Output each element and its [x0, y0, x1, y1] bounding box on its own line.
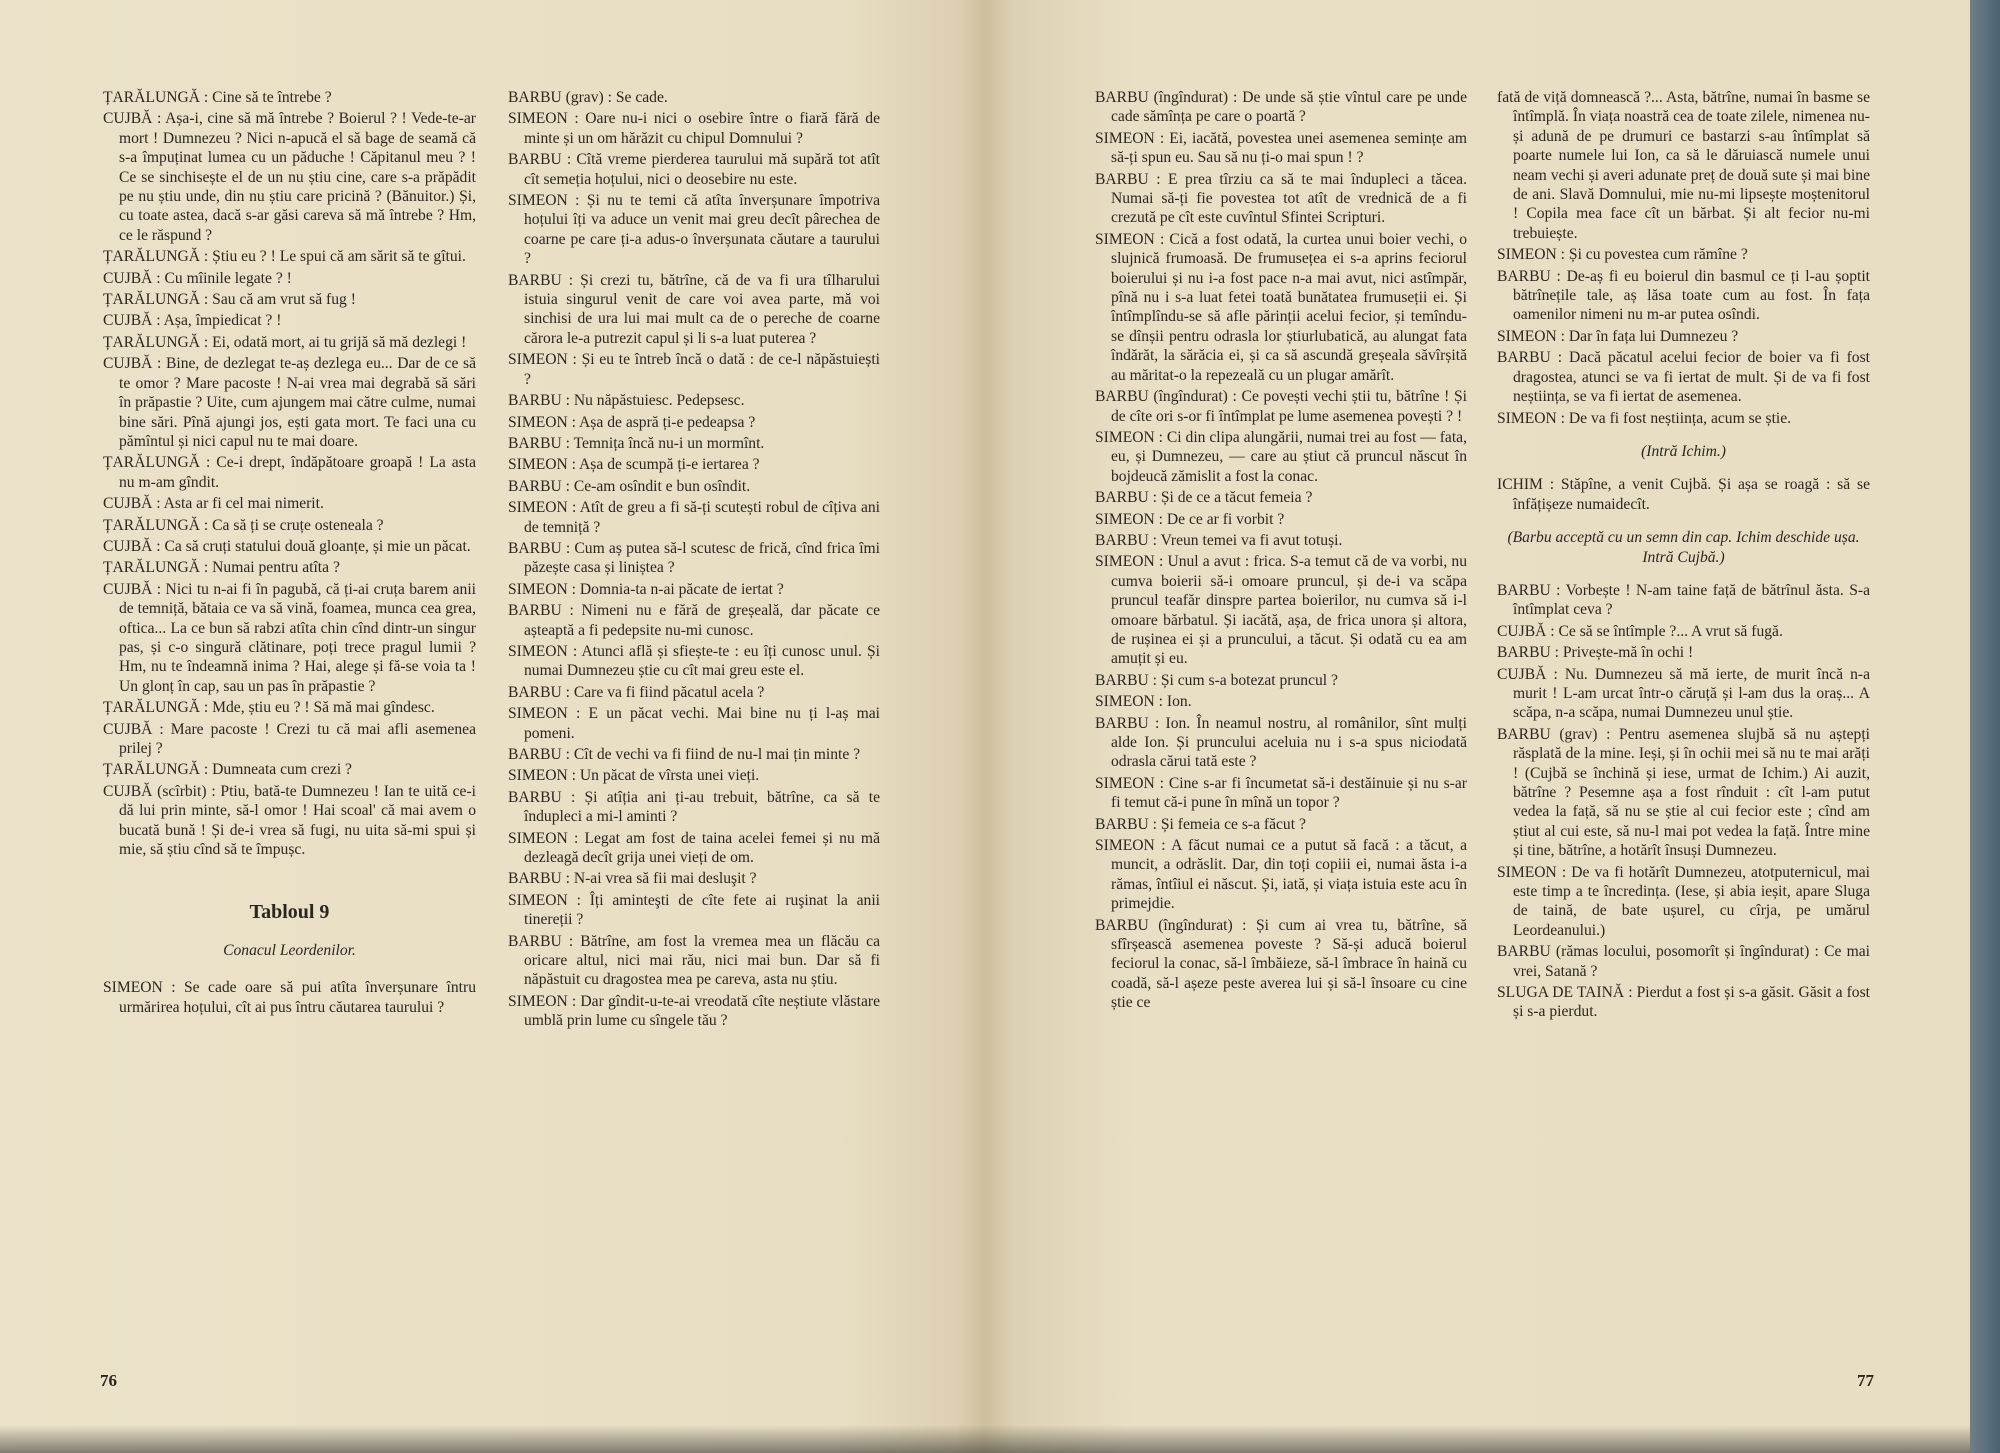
right-page: [985, 0, 1970, 1453]
dialogue-line: SIMEON : Un păcat de vîrsta unei vieți.: [508, 767, 760, 785]
dialogue-line: SIMEON : Atunci află și sfiește-te : eu îți cunosc unul. Și numai Dumnezeu știe cu cît mai greu este el.: [508, 642, 880, 680]
dialogue-line: BARBU : Și atîția ani ți-au trebuit, bătrîne, ca să te înduplecі a mi-l aminti ?: [508, 788, 880, 826]
dialogue-line: ȚARĂLUNGĂ : Sau că am vrut să fug !: [103, 291, 356, 309]
dialogue-line: SIMEON : De va fi fost neștiința, acum se știe.: [1497, 409, 1792, 427]
dialogue-line: BARBU (îngîndurat) : Și cum ai vrea tu, bătrîne, să sfîrșească asemenea poveste ? Să-și aducă boierul feciorul la conac, să-l îmbăieze, să-l îmbrace în haină cu coadă, să-l așeze peste averea lui și să-l însoare cu cine știe ce: [1095, 916, 1467, 1012]
left-page-column-1: [103, 88, 476, 1019]
dialogue-line: ICHIM : Stăpîne, a venit Cujbă. Și așa se roagă : să se înfățișeze numaidecît.: [1497, 476, 1870, 513]
dialogue-line: BARBU : Nimeni nu e fără de greșeală, dar păcate ce așteaptă a fi pedepsite nu-mi cunosc.: [508, 602, 880, 639]
dialogue-line: ȚARĂLUNGĂ : Ei, odată mort, ai tu grijă să mă dezlegi !: [103, 333, 467, 351]
dialogue-line: SIMEON : Așa de aspră ți-e pedeapsa ?: [508, 413, 756, 431]
dialogue-line: SIMEON : Cică a fost odată, la curtea unui boier vechi, o slujnică frumoasă. De frumusețea ei s-a aprins feciorul boierului și nu i-a fost pace n-a mai avut, nici astîmpăr, pînă nu i s-a luat fetei toată bunătatea frumuseții ei. Și întîmplîndu-se să afle părinții acelui fecior, și temîndu-se dînșii pentru odrasla lor știurlubatică, au alungat fata îndărăt, la sărăcia ei, și ca să ascundă greșeala săvîrșită au măritat-o la repezeală cu un plugar amărît.: [1095, 230, 1467, 384]
dialogue-line: SIMEON : Îți aminteşti de cîte fete ai ruşinat la anii tinereții ?: [508, 891, 880, 929]
dialogue-line: ȚARĂLUNGĂ : Ce-i drept, îndăpătoare groapă ! La asta nu m-am gîndit.: [103, 454, 476, 491]
dialogue-line: BARBU : Care va fi fiind păcatul acela ?: [508, 683, 765, 701]
dialogue-line: SIMEON : Și nu te temi că atîta înverșunare împotriva hoțului îți va aduce un venit mai greu decît pârechea de coarne pe care ți-a adus-o înverșunata căutare a taurului ?: [508, 192, 880, 268]
dialogue-line: BARBU : Temnița încă nu-i un mormînt.: [508, 434, 765, 452]
dialogue-line: BARBU : Cîtă vreme pierderea taurului mă supără tot atît cît semeția hoțului, nici o deosebire nu este.: [508, 151, 880, 188]
dialogue-line: BARBU : N-ai vrea să fii mai desluşit ?: [508, 870, 757, 888]
dialogue-line: CUJBĂ : Așa, împiedicat ? !: [103, 312, 282, 330]
dialogue-line: SIMEON : Atît de greu a fi să-ți scutești robul de cîțiva ani de temniță ?: [508, 499, 880, 536]
dialogue-line: BARBU (grav) : Pentru asemenea slujbă să nu aștepți răsplată de la mine. Ieși, și în ochii mei să nu te mai arăți ! (Cujbă se închină și iese, urmat de Ichim.) Ai auzit, bătrîne ? Pesemne așa a fost rînduit : cît l-am putut vedea la față, să nu se știe al cui fecior este ; cînd am știut al cui este, să nu-l mai pot vedea la față. Între mine și tine, bătrîne, a hotărît însuși Dumnezeu.: [1497, 725, 1870, 860]
dialogue-line: SIMEON : Oare nu-i nici o osebire între o fiară fără de minte și un om hărăzit cu chipul Domnului ?: [508, 110, 880, 147]
dialogue-line: SIMEON : Dar gîndit-u-te-ai vreodată cîte neștiute vlăstare umblă prin lume cu sîngele tău ?: [508, 992, 880, 1030]
dialogue-line: fată de viță domnească ?... Asta, bătrîne, numai în basme se întîmplă. În viața noastră cea de toate zilele, nimenea nu-și adună de pe drumuri ce bastarzi s-au întîmplat să poarte numele lui Ion, ca să le dăruiască numele unui neam vechi și averi adunate preț de două sute și mai bine de ani. Slavă Domnului, mie nu-mi lipsește moștenitorul ! Copila mea face cît un bărbat. Și alt fecior nu-mi trebuiește.: [1497, 89, 1870, 242]
page-bottom-shadow: [0, 1425, 1970, 1453]
dialogue-line: SIMEON : Unul a avut : frica. S-a temut că de va vorbi, nu cumva boierii să-i omoare pruncul, și de-i va scăpa pruncul teafăr dinspre partea boierilor, nu cumva să i-l omoare bărbatul. Și iacătă, așa, de frica unora și altora, de rușinea ei și a pruncului, a tăcut. Și odată cu ea am amuțit și eu.: [1095, 553, 1467, 668]
dialogue-line: SLUGA DE TAINĂ : Pierdut a fost și s-a găsit. Găsit a fost și s-a pierdut.: [1497, 984, 1870, 1021]
dialogue-line: SIMEON : Așa de scumpă ți-e iertarea ?: [508, 456, 760, 474]
dialogue-line: ȚARĂLUNGĂ : Dumneata cum crezi ?: [103, 761, 352, 779]
dialogue-line: CUJBĂ : Bine, de dezlegat te-aș dezlega eu... Dar de ce să te omor ? Mare pacoste ! N-ai vrea mai degrabă să sări în prăpastie ? Uite, cum ajungem mai către culme, numai bine sări. Pînă ajungi jos, ești gata mort. Te faci una cu pămîntul și nici capul nu te mai doare.: [103, 355, 476, 450]
dialogue-line: SIMEON : Dar în fața lui Dumnezeu ?: [1497, 327, 1739, 345]
dialogue-line: BARBU : Ion. În neamul nostru, al românilor, sînt mulți alde Ion. Și pruncului aceluia nu i s-a spus niciodată odrasla cărui tată este ?: [1095, 714, 1467, 771]
dialogue-line: SIMEON : Cine s-ar fi încumetat să-i destăinuie și nu s-ar fi temut că-i pune în mînă un topor ?: [1095, 774, 1467, 812]
dialogue-line: SIMEON : Și cu povestea cum rămîne ?: [1497, 246, 1748, 264]
page-number-left: 76: [100, 1371, 117, 1390]
dialogue-line: CUJBĂ : Nu. Dumnezeu să mă ierte, de murit încă n-a murit ! L-am urcat într-o căruță și l-am dus la oraș... A scăpa, n-a scăpa, numai Dumnezeu unul știe.: [1497, 665, 1870, 722]
right-page-column-2: [1497, 88, 1870, 1024]
dialogue-line: SIMEON : Se cade oare să pui atîta înverșunare întru urmărirea hoțului, cît ai pus întru căutarea taurului ?: [103, 979, 476, 1016]
dialogue-line: ȚARĂLUNGĂ : Cine să te întrebe ?: [103, 89, 332, 106]
dialogue-line: BARBU : De-aș fi eu boierul din basmul ce ți l-au șoptit bătrînețile tale, aș lăsa toate cum au fost. În fața oamenilor nimeni nu m-ar putea osîndi.: [1497, 267, 1870, 324]
dialogue-line: SIMEON : Domnia-ta n-ai păcate de iertat ?: [508, 580, 784, 598]
dialogue-line: CUJBĂ : Așa-i, cine să mă întrebe ? Boierul ? ! Vede-te-ar mort ! Dumnezeu ? Nici n-apucă el să bage de seamă că s-a împuținat lumea cu un păduche ! Căpitanul meu ? ! Ce se sinchisește el de un nu știu cine, care s-a prăpădit pe nu știu unde, din nu știu care pricină ? (Bănuitor.) Și, cu toate astea, dacă s-ar găsi careva să mă întrebe ? Hm, ce le răspund ?: [103, 110, 476, 244]
dialogue-line: SIMEON : A făcut numai ce a putut să facă : a tăcut, a muncit, a odrăslit. Dar, din toți copiii ei, numai ăsta i-a rămas, întîiul ei născut. Și, iată, și viața istuia este acu în primejdie.: [1095, 837, 1467, 913]
dialogue-line: SIMEON : De ce ar fi vorbit ?: [1095, 510, 1285, 528]
book-cover-edge: [1970, 0, 2000, 1453]
dialogue-line: BARBU (îngîndurat) : Ce povești vechi știi tu, bătrîne ! Și de cîte ori s-or fi întîmplat pe lume asemenea povești ? !: [1095, 388, 1467, 425]
dialogue-line: BARBU : Și femeia ce s-a făcut ?: [1095, 815, 1306, 833]
dialogue-line: BARBU (rămas locului, posomorît și îngîndurat) : Ce mai vrei, Satană ?: [1497, 943, 1870, 980]
dialogue-line: SIMEON : De va fi hotărît Dumnezeu, atotputernicul, mai este timp a te încredința. (Iese, și abia ieșit, apare Sluga de taină, de bate ușurel, cu cîrja, pe umărul Leordeanului.): [1497, 863, 1870, 939]
dialogue-line: BARBU : E prea tîrziu ca să te mai îndupleci a tăcea. Numai să-ți fie povestea tot atît de vrednică de a fi crezută pe cît este cuvîntul Sfintei Scripturi.: [1095, 170, 1467, 227]
dialogue-line: ȚARĂLUNGĂ : Mde, știu eu ? ! Să mă mai gîndesc.: [103, 699, 435, 717]
dialogue-line: BARBU : Și cum s-a botezat pruncul ?: [1095, 671, 1338, 689]
dialogue-line: SIMEON : E un păcat vechi. Mai bine nu ți l-aș mai pomeni.: [508, 705, 880, 742]
dialogue-line: BARBU : Și de ce a tăcut femeia ?: [1095, 489, 1313, 507]
dialogue-line: BARBU : Vorbește ! N-am taine față de bătrînul ăsta. S-a întîmplat ceva ?: [1497, 581, 1870, 619]
dialogue-line: CUJBĂ : Ce să se întîmple ?... A vrut să fugă.: [1497, 622, 1783, 640]
dialogue-line: CUJBĂ (scîrbit) : Ptiu, bată-te Dumnezeu ! Ian te uită ce-i dă lui prin minte, să-l omor ! Hai scoal' că mai avem o bucată bună ! Și de-i vrea să fugi, nu uita să-mi spui și mie, să știu cînd să te împușc.: [103, 782, 476, 859]
dialogue-line: BARBU : Cum aș putea să-l scutesc de frică, cînd frica îmi păzește casa și liniștea ?: [508, 539, 880, 577]
dialogue-line: SIMEON : Ei, iacătă, povestea unei asemenea semințe am să-ți spun eu. Sau să nu ți-o mai spun ! ?: [1095, 129, 1467, 167]
dialogue-line: ȚARĂLUNGĂ : Ca să ți se cruțe osteneala ?: [103, 516, 384, 534]
dialogue-line: BARBU : Privește-mă în ochi !: [1497, 644, 1694, 662]
dialogue-line: BARBU : Vreun temei va fi avut totuși.: [1095, 531, 1343, 549]
scene-setting: Conacul Leordenilor.: [223, 941, 356, 959]
dialogue-line: BARBU : Bătrîne, am fost la vremea mea un flăcău ca oricare altul, nici mai rău, nici mai bun. Dar să fi năpăstuit cu dragostea mea pe careva, asta nu știu.: [508, 932, 880, 989]
dialogue-line: SIMEON : Și eu te întreb încă o dată : de ce-l năpăstuiești ?: [508, 351, 880, 388]
dialogue-line: SIMEON : Ion.: [1095, 693, 1192, 711]
dialogue-line: SIMEON : Ci din clipa alungării, numai trei au fost — fata, eu, și Dumnezeu, — care au știut că pruncul născut în bojdeucă zămislit a fost la conac.: [1095, 428, 1468, 485]
dialogue-line: CUJBĂ : Nici tu n-ai fi în pagubă, că ți-ai cruța barem anii de temniță, bătaia ce va să vină, foamea, munca cea grea, oftica... La ce bun să rabzi atîta chin cînd dintr-un singur pas, și c-o singură clătinare, poți trece pragul lumii ? Hm, nu te îndeamnă inima ? Hai, alege și fă-se voia ta ! Un glonț în cap, sau un pas în prăpastie ?: [103, 580, 476, 695]
dialogue-line: BARBU (îngîndurat) : De unde să știe vîntul care pe unde cade sămînța pe care o poartă ?: [1095, 89, 1467, 126]
dialogue-line: CUJBĂ : Mare pacoste ! Crezi tu că mai afli asemenea prilej ?: [103, 720, 476, 757]
dialogue-line: BARBU : Dacă păcatul acelui fecior de boier va fi fost dragostea, atunci se va fi iertat de mult. Și de va fi fost neștiința, se va fi iertat de asemenea.: [1497, 349, 1870, 406]
right-page-column-1: [1095, 88, 1467, 1015]
dialogue-line: CUJBĂ : Asta ar fi cel mai nimerit.: [103, 495, 324, 513]
dialogue-line: BARBU : Nu năpăstuiesc. Pedepsesc.: [508, 392, 745, 410]
dialogue-line: BARBU : Cît de vechi va fi fiind de nu-l mai țin minte ?: [508, 746, 861, 763]
left-page-column-2: [508, 88, 880, 1033]
dialogue-line: BARBU : Ce-am osîndit e bun osîndit.: [508, 477, 751, 495]
stage-direction: (Barbu acceptă cu un semn din cap. Ichim deschide ușa. Intră Cujbă.): [1507, 529, 1860, 566]
dialogue-line: ȚARĂLUNGĂ : Numai pentru atîta ?: [103, 559, 340, 577]
stage-direction: (Intră Ichim.): [1641, 442, 1726, 460]
dialogue-line: CUJBĂ : Ca să cruți statului două gloanțe, și mie un păcat.: [103, 537, 471, 555]
dialogue-line: ȚARĂLUNGĂ : Știu eu ? ! Le spui că am sărit să te gîtui.: [103, 248, 466, 266]
dialogue-line: BARBU : Și crezi tu, bătrîne, că de va fi ura tîlharului istuia singurul venit de care voi avea parte, mă voi sinchisi de ura lui mai mult ca de o pereche de coarne cărora le-a putrezit capul și li s-a luat puterea ?: [508, 271, 880, 347]
dialogue-line: BARBU (grav) : Se cade.: [508, 89, 668, 106]
dialogue-line: SIMEON : Legat am fost de taina acelei femei și nu mă dezleagă decît grija unei vieți de om.: [508, 829, 880, 867]
scene-title: Tabloul 9: [249, 901, 330, 924]
dialogue-line: CUJBĂ : Cu mîinile legate ? !: [103, 269, 292, 287]
page-number-right: 77: [1857, 1371, 1874, 1390]
left-page: [0, 0, 985, 1453]
